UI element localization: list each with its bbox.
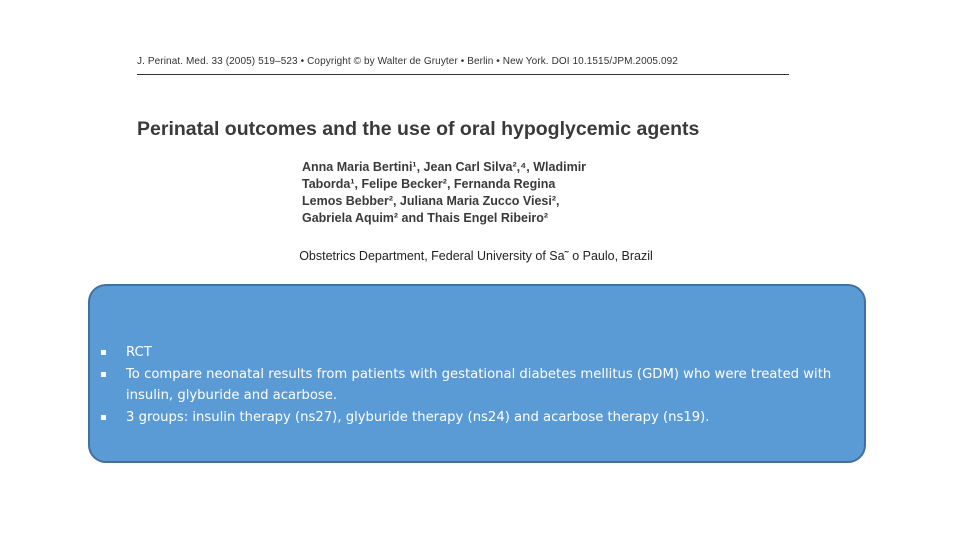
- square-bullet-icon: ▪: [100, 368, 107, 380]
- bullet-item: [100, 342, 840, 364]
- square-bullet-icon: ▪: [100, 411, 107, 423]
- header-divider: [137, 74, 789, 75]
- author-line: Taborda¹, Felipe Becker², Fernanda Regina: [302, 177, 556, 191]
- journal-citation-line: J. Perinat. Med. 33 (2005) 519–523 • Copyright © by Walter de Gruyter • Berlin • New York. DOI 10.1515/JPM.2005.092: [137, 56, 678, 67]
- bullet-text: To compare neonatal results from patients with gestational diabetes mellitus (GDM) who were treated with insulin, glyburide and acarbose.: [126, 366, 832, 403]
- bullet-item: [100, 364, 840, 407]
- author-list: [302, 159, 642, 227]
- paper-title: Perinatal outcomes and the use of oral hypoglycemic agents: [137, 118, 700, 140]
- summary-bullet-list: [100, 342, 840, 428]
- author-line: Anna Maria Bertini¹, Jean Carl Silva²,⁴, Wladimir: [302, 160, 587, 174]
- author-line: Lemos Bebber², Juliana Maria Zucco Viesi²,: [302, 194, 560, 208]
- bullet-text: RCT: [126, 345, 152, 360]
- bullet-text: 3 groups: insulin therapy (ns27), glyburide therapy (ns24) and acarbose therapy (ns19).: [126, 409, 710, 425]
- affiliation: Obstetrics Department, Federal University of Sa˜ o Paulo, Brazil: [299, 249, 653, 263]
- square-bullet-icon: ▪: [100, 347, 107, 358]
- author-line: Gabriela Aquim² and Thais Engel Ribeiro²: [302, 211, 549, 225]
- bullet-item: [100, 407, 840, 429]
